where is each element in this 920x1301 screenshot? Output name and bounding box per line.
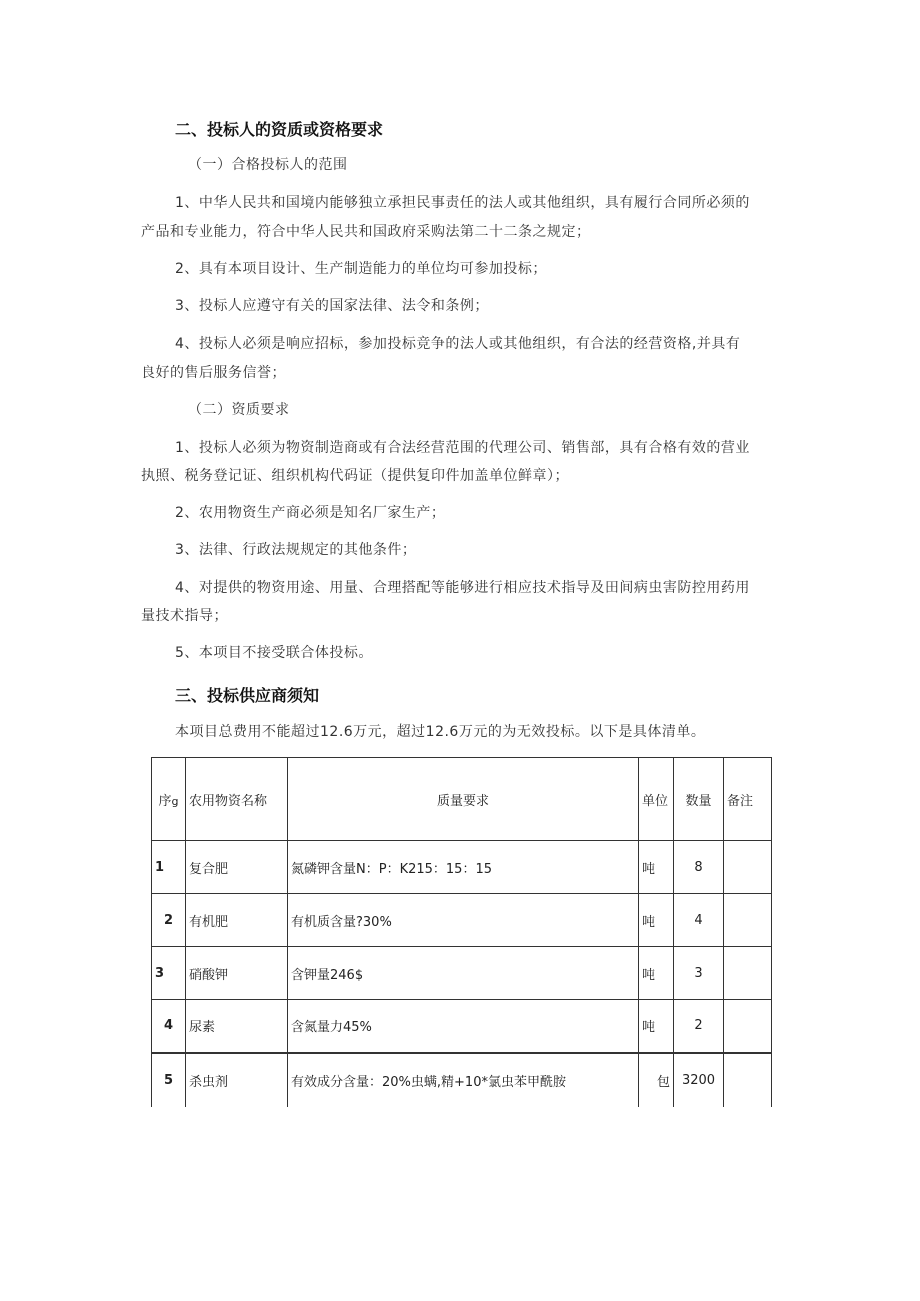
- row-seq: 3: [152, 947, 186, 1000]
- row-note: [724, 1000, 772, 1053]
- row-unit: 吨: [639, 841, 674, 894]
- table-row: [152, 947, 772, 1000]
- table-row: [152, 894, 772, 947]
- row-seq: 1: [152, 841, 186, 894]
- table-header-row: [152, 758, 772, 841]
- row-unit: 吨: [639, 894, 674, 947]
- requirement-4-line-2: 量技术指导；: [141, 608, 228, 624]
- header-seq: 序g: [152, 758, 186, 841]
- row-qty: 8: [674, 841, 724, 894]
- qualification-item-2: 2、具有本项目设计、生产制造能力的单位均可参加投标；: [175, 261, 547, 277]
- row-quality: 氮磷钾含量N：P：K215：15：15: [288, 841, 639, 894]
- row-unit: 吨: [639, 1000, 674, 1053]
- row-seq: 2: [152, 894, 186, 947]
- section-3-intro: 本项目总费用不能超过12.6万元，超过12.6万元的为无效投标。以下是具体清单。: [175, 724, 706, 740]
- subsection-1-title: （一）合格投标人的范围: [188, 157, 348, 173]
- row-unit: 吨: [639, 947, 674, 1000]
- row-quality: 含氮量力45%: [288, 1000, 639, 1053]
- row-name: 复合肥: [186, 841, 288, 894]
- row-qty: 2: [674, 1000, 724, 1053]
- row-note: [724, 841, 772, 894]
- header-quality: 质量要求: [288, 758, 639, 841]
- row-name: 有机肥: [186, 894, 288, 947]
- requirement-3: 3、法律、行政法规规定的其他条件；: [175, 542, 417, 558]
- qualification-item-4-line-2: 良好的售后服务信誉；: [141, 365, 286, 381]
- row-note: [724, 947, 772, 1000]
- qualification-item-1-line-1: 1、中华人民共和国境内能够独立承担民事责任的法人或其他组织，具有履行合同所必须的: [175, 195, 750, 211]
- header-qty: 数量: [674, 758, 724, 841]
- row-unit: 包: [639, 1053, 674, 1107]
- requirement-2: 2、农用物资生产商必须是知名厂家生产；: [175, 505, 446, 521]
- requirement-1-line-2: 执照、税务登记证、组织机构代码证（提供复印件加盖单位鲜章）；: [141, 468, 569, 484]
- row-name: 尿素: [186, 1000, 288, 1053]
- row-quality: 含钾量246$: [288, 947, 639, 1000]
- header-unit: 单位: [639, 758, 674, 841]
- row-seq: 5: [152, 1053, 186, 1107]
- row-seq: 4: [152, 1000, 186, 1053]
- row-quality: 有机质含量?30%: [288, 894, 639, 947]
- requirement-4-line-1: 4、对提供的物资用途、用量、合理搭配等能够进行相应技术指导及田间病虫害防控用药用: [175, 580, 750, 596]
- section-2-title: 二、投标人的资质或资格要求: [175, 120, 384, 139]
- row-qty: 3: [674, 947, 724, 1000]
- table-row: [152, 1000, 772, 1053]
- row-note: [724, 1053, 772, 1107]
- row-qty: 4: [674, 894, 724, 947]
- row-name: 杀虫剂: [186, 1053, 288, 1107]
- row-qty: 3200: [674, 1053, 724, 1107]
- requirement-5: 5、本项目不接受联合体投标。: [175, 645, 373, 661]
- subsection-2-title: （二）资质要求: [188, 402, 290, 418]
- table-row: [152, 841, 772, 894]
- row-name: 硝酸钾: [186, 947, 288, 1000]
- header-note: 备注: [724, 758, 772, 841]
- section-3-title: 三、投标供应商须知: [175, 686, 320, 705]
- header-name: 农用物资名称: [186, 758, 288, 841]
- qualification-item-3: 3、投标人应遵守有关的国家法律、法令和条例；: [175, 298, 489, 314]
- table-row: [152, 1053, 772, 1107]
- qualification-item-1-line-2: 产品和专业能力，符合中华人民共和国政府采购法第二十二条之规定；: [141, 224, 591, 240]
- materials-table: [151, 757, 772, 1107]
- row-note: [724, 894, 772, 947]
- requirement-1-line-1: 1、投标人必须为物资制造商或有合法经营范围的代理公司、销售部，具有合格有效的营业: [175, 440, 750, 456]
- row-quality: 有效成分含量：20%虫螨,精+10*氯虫苯甲酰胺: [288, 1053, 639, 1107]
- qualification-item-4-line-1: 4、投标人必须是响应招标，参加投标竞争的法人或其他组织，有合法的经营资格,并具有: [175, 336, 741, 352]
